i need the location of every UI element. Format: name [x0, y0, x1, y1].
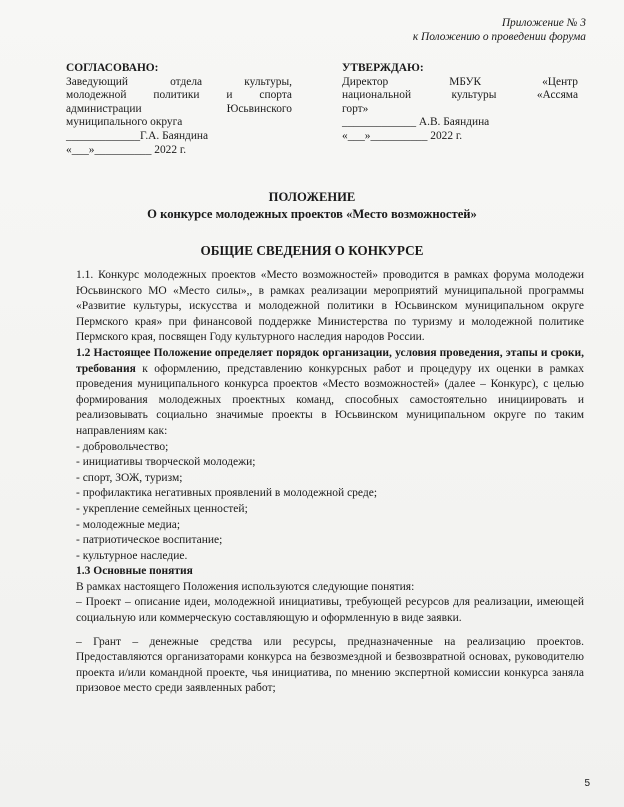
agreed-signature: _____________Г.А. Баяндина: [66, 129, 209, 142]
approved-line: Директор МБУК «Центр: [342, 75, 578, 88]
document-title: ПОЛОЖЕНИЕ: [268, 190, 356, 204]
direction-item: - патриотическое воспитание;: [76, 534, 223, 547]
document-subtitle: О конкурсе молодежных проектов «Место возможностей»: [147, 207, 477, 221]
annex-note: [413, 16, 586, 44]
approved-line: национальной культуры «Ассяма: [342, 89, 578, 102]
document-body: [76, 268, 584, 697]
paragraph-1-3-intro: В рамках настоящего Положения используются следующие понятия:: [76, 580, 415, 593]
approved-date: «___»__________ 2022 г.: [342, 129, 463, 142]
agreed-line: муниципального округа: [66, 116, 183, 129]
direction-item: - культурное наследие.: [76, 549, 188, 562]
approved-signature: _____________ А.В. Баяндина: [342, 116, 490, 129]
section-heading: ОБЩИЕ СВЕДЕНИЯ О КОНКУРСЕ: [200, 243, 424, 258]
agreed-line: администрации Юсьвинского: [66, 102, 292, 115]
agreed-line: Заведующий отдела культуры,: [66, 75, 292, 88]
agreed-date: «___»__________ 2022 г.: [66, 143, 187, 156]
direction-item: - укрепление семейных ценностей;: [76, 502, 248, 515]
approved-heading: УТВЕРЖДАЮ:: [342, 62, 424, 74]
annex-reference: к Положению о проведении форума: [412, 31, 586, 43]
paragraph-gap: [76, 627, 584, 635]
paragraph-1-3-heading: 1.3 Основные понятия: [76, 565, 193, 578]
annex-number: Приложение № 3: [501, 17, 586, 29]
paragraph-1-2-text: к оформлению, представлению конкурсных работ и процедуру их оценки в рамках проведения муниципального конкурса проектов «Место возможностей» (далее – Конкурс), с целью формирования молодежных проектных команд, способных самостоятельно инициировать и реализовывать социально значимые проекты в Юсьвинском муниципальном округе по таким направлениям как:: [76, 362, 584, 437]
paragraph-1-2: [76, 346, 584, 440]
paragraph-1-1: 1.1. Конкурс молодежных проектов «Место возможностей» проводится в рамках форума молодежи Юсьвинского МО «Место силы»,, в рамках реализации мероприятий муниципальной программы «Развитие культуры, искусства и молодежной политики в Юсьвинском муниципальном округе Пермского края» при финансовой поддержке Министерства по туризму и молодежной политике Пермского края, посвящен Году культурного наследия народов России.: [76, 269, 584, 344]
direction-item: - инициативы творческой молодежи;: [76, 456, 256, 469]
direction-item: - молодежные медиа;: [76, 518, 181, 531]
approved-block: [342, 62, 578, 144]
approved-line: горт»: [342, 102, 369, 115]
page-number: 5: [584, 778, 590, 789]
agreed-block: [66, 62, 292, 157]
agreed-line: молодежной политики и спорта: [66, 89, 292, 102]
direction-item: - добровольчество;: [76, 440, 169, 453]
definition-grant: – Грант – денежные средства или ресурсы, предназначенные на реализацию проектов. Предоставляются организаторами конкурса на безвозмездной и безвозвратной основах, руководителю проекта и/или командной проекте, чья инициатива, по мнению экспертной комиссии конкурса заняла призовое место среди заявленных работ;: [76, 635, 584, 695]
paragraph-1-2-bold: 1.2 Настоящее Положение определяет порядок организации, условия проведения, этапы и сроки, требования: [76, 346, 584, 375]
direction-item: - профилактика негативных проявлений в молодежной среде;: [76, 487, 378, 500]
direction-item: - спорт, ЗОЖ, туризм;: [76, 471, 183, 484]
agreed-heading: СОГЛАСОВАНО:: [66, 62, 159, 74]
definition-project: – Проект – описание идеи, молодежной инициативы, требующей ресурсов для реализации, имеющей социальную или коммерческую составляющую и оформленную в виде заявки.: [76, 596, 584, 625]
